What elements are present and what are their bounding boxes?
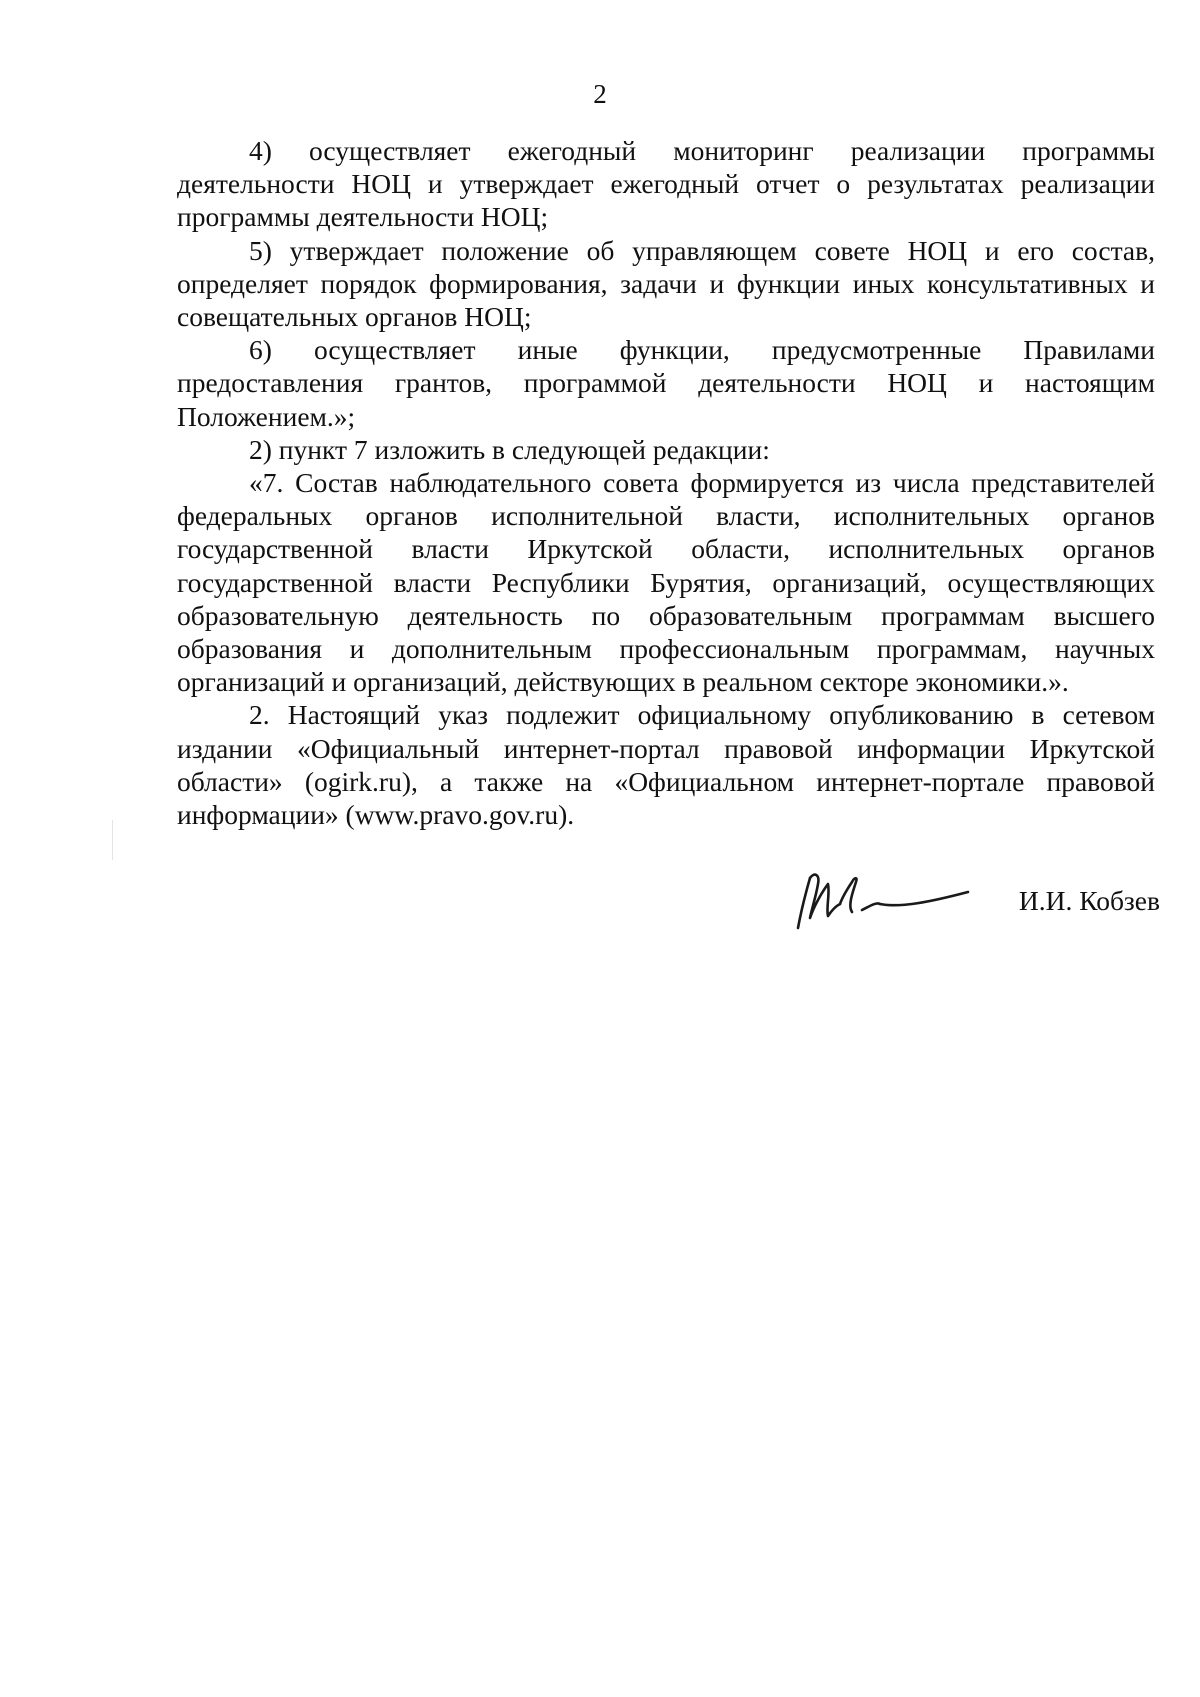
scan-artifact (112, 820, 113, 860)
paragraph-publication: 2. Настоящий указ подлежит официальному опубликованию в сетевом издании «Официальный интернет-портал правовой информации Иркутской области» (ogirk.ru), а также на «Официальном интернет-портале правовой информации» (www.pravo.gov.ru). (177, 699, 1155, 831)
signature-block (790, 862, 1160, 932)
paragraph-point-2: 2) пункт 7 изложить в следующей редакции: (249, 433, 770, 465)
paragraph-item-4: 4) осуществляет ежегодный мониторинг реализации программы деятельности НОЦ и утверждает ежегодный отчет о результатах реализации программы деятельности НОЦ; (177, 135, 1155, 233)
paragraph-item-6: 6) осуществляет иные функции, предусмотренные Правилами предоставления грантов, программой деятельности НОЦ и настоящим Положением.»; (177, 334, 1155, 432)
handwritten-signature (790, 862, 975, 932)
signer-name: И.И. Кобзев (1018, 885, 1160, 916)
document-body (177, 134, 1155, 831)
paragraph-clause-7: «7. Состав наблюдательного совета формируется из числа представителей федеральных органов исполнительной власти, исполнительных органов государственной власти Иркутской области, исполнительных органов государственной власти Республики Бурятия, организаций, осуществляющих образовательную деятельность по образовательным программам высшего образования и дополнительным профессиональным программам, научных организаций и организаций, действующих в реальном секторе экономики.». (177, 467, 1155, 698)
paragraph-item-5: 5) утверждает положение об управляющем совете НОЦ и его состав, определяет порядок формирования, задачи и функции иных консультативных и совещательных органов НОЦ; (177, 234, 1155, 333)
page-number: 2 (593, 79, 607, 109)
